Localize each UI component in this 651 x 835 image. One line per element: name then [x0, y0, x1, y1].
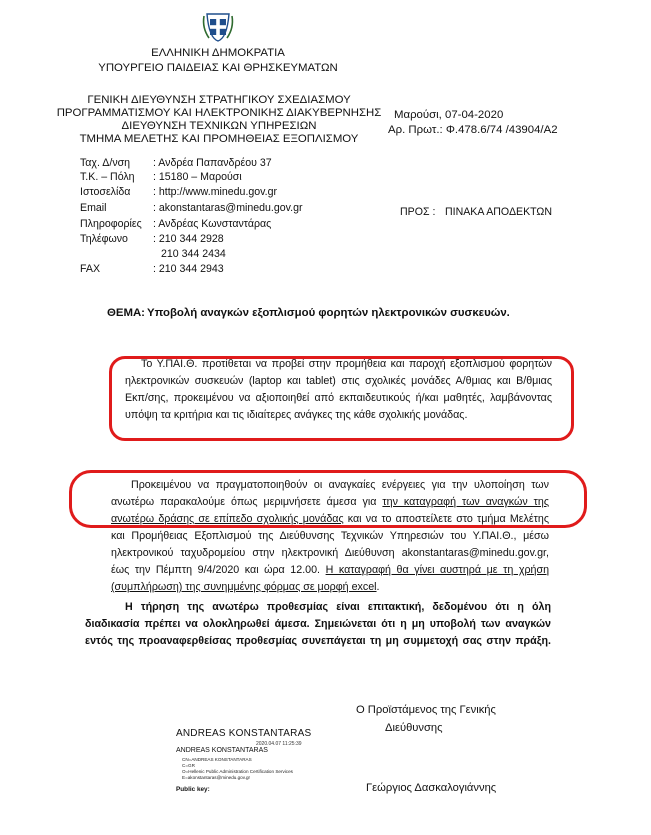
- contact-value: : 210 344 2928: [153, 233, 224, 245]
- signatory-name: Γεώργιος Δασκαλογιάννης: [366, 782, 497, 794]
- recipient-value: ΠΙΝΑΚΑ ΑΠΟΔΕΚΤΩΝ: [445, 206, 553, 218]
- paragraph-2: [111, 477, 549, 596]
- paragraph-line: ηλεκτρονικών συσκευών (laptop και tablet) στις σχολικές μονάδες Α/θμιας και Β/θμιας: [125, 375, 552, 387]
- paragraph-line: και Προμήθειας Εξοπλισμού της Διεύθυνσης Τεχνικών Υπηρεσιών του Υ.ΠΑΙ.Θ., μέσω: [111, 530, 549, 542]
- paragraph-line: ανωτέρω παρακαλούμε όπως μεριμνήσετε άμεσα για την καταγραφή των αναγκών της: [111, 496, 549, 508]
- contact-label: Ταχ. Δ/νση: [80, 157, 131, 169]
- paragraph-line: Εκπ/σης, προκειμένου να αξιοποιηθεί από εκπαιδευτικούς ή/και μαθητές, λαμβάνοντας: [125, 392, 552, 404]
- greek-emblem-icon: [201, 8, 235, 42]
- header-ministry: ΥΠΟΥΡΓΕΙΟ ΠΑΙΔΕΙΑΣ ΚΑΙ ΘΡΗΣΚΕΥΜΑΤΩΝ: [98, 62, 338, 74]
- contact-value: : 15180 – Μαρούσι: [153, 171, 242, 183]
- paragraph-line: ηλεκτρονικού ταχυδρομείου στην ηλεκτρονική Διεύθυνση akonstantaras@minedu.gov.gr,: [111, 547, 549, 559]
- dept-line-3: ΔΙΕΥΘΥΝΣΗ ΤΕΧΝΙΚΩΝ ΥΠΗΡΕΣΙΩΝ: [121, 120, 317, 132]
- contact-label: Πληροφορίες: [80, 218, 142, 230]
- dept-line-1: ΓΕΝΙΚΗ ΔΙΕΥΘΥΝΣΗ ΣΤΡΑΤΗΓΙΚΟΥ ΣΧΕΔΙΑΣΜΟΥ: [87, 94, 351, 106]
- header-republic: ΕΛΛΗΝΙΚΗ ΔΗΜΟΚΡΑΤΙΑ: [151, 47, 285, 59]
- signature-name-small: ANDREAS KONSTANTARAS: [176, 747, 268, 754]
- signature-timestamp: 2020.04.07 11:25:39: [256, 741, 302, 747]
- contact-label: Τ.Κ. – Πόλη: [80, 171, 135, 183]
- contact-value: : akonstantaras@minedu.gov.gr: [153, 202, 303, 214]
- contact-value: : 210 344 2943: [153, 263, 224, 275]
- dept-line-4: ΤΜΗΜΑ ΜΕΛΕΤΗΣ ΚΑΙ ΠΡΟΜΗΘΕΙΑΣ ΕΞΟΠΛΙΣΜΟΥ: [79, 133, 359, 145]
- paragraph-line: έως την Πέμπτη 9/4/2020 και ώρα 12.00. Η καταγραφή θα γίνει αυστηρά με τη χρήση: [111, 564, 550, 576]
- paragraph-line: ανωτέρω δράσης σε επίπεδο σχολικής μονάδας και να το αποστείλετε στο τμήμα Μελέτης: [111, 513, 549, 525]
- underlined-text: (συμπλήρωση) της συνημμένης φόρμας σε μορφή excel: [111, 581, 377, 593]
- document-date: Μαρούσι, 07-04-2020: [394, 109, 504, 121]
- dept-line-2: ΠΡΟΓΡΑΜΜΑΤΙΣΜΟΥ ΚΑΙ ΗΛΕΚΤΡΟΝΙΚΗΣ ΔΙΑΚΥΒΕΡΝΗΣΗΣ: [56, 107, 382, 119]
- paragraph-line: (συμπλήρωση) της συνημμένης φόρμας σε μορφή excel.: [111, 581, 380, 593]
- paragraph-line: διαδικασία πρέπει να ολοκληρωθεί άμεσα. Σημειώνεται ότι η μη υποβολή των αναγκών: [85, 618, 551, 630]
- paragraph-line: Προκειμένου να πραγματοποιηθούν οι αναγκαίες ενέργειες για την υλοποίηση των: [131, 479, 549, 491]
- contact-value: : http://www.minedu.gov.gr: [153, 186, 278, 198]
- signature-name-large: ANDREAS KONSTANTARAS: [176, 728, 312, 739]
- contact-label: Ιστοσελίδα: [80, 186, 131, 198]
- contact-value: : Ανδρέας Κωνσταντάρας: [153, 218, 272, 230]
- paragraph-line: Το Υ.ΠΑΙ.Θ. προτίθεται να προβεί στην προμήθεια και παροχή εξοπλισμού φορητών: [141, 358, 552, 370]
- underlined-text: ανωτέρω δράσης σε επίπεδο σχολικής μονάδας: [111, 513, 344, 525]
- contact-label: Τηλέφωνο: [80, 233, 128, 245]
- signatory-title-2: Διεύθυνσης: [385, 722, 443, 734]
- contact-label: FAX: [80, 263, 101, 275]
- protocol-number: Αρ. Πρωτ.: Φ.478.6/74 /43904/Α2: [388, 124, 558, 136]
- contact-value: 210 344 2434: [161, 248, 226, 260]
- signatory-title: Ο Προϊστάμενος της Γενικής: [356, 704, 496, 716]
- signature-dn-o: O=Hellenic Public Administration Certification Services: [182, 769, 293, 774]
- contact-label: Email: [80, 202, 107, 214]
- paragraph-line: Η τήρηση της ανωτέρω προθεσμίας είναι επιτακτική, δεδομένου ότι η όλη: [125, 601, 551, 613]
- signature-dn-cn: CN=ANDREAS KONSTANTARAS: [182, 757, 252, 762]
- recipient-label: ΠΡΟΣ :: [400, 206, 436, 218]
- paragraph-1: [125, 356, 552, 424]
- subject-label: ΘΕΜΑ:: [107, 307, 145, 319]
- paragraph-3: [85, 599, 551, 650]
- underlined-text: Η καταγραφή θα γίνει αυστηρά με τη χρήση: [325, 564, 550, 576]
- signature-public-key: Public key:: [176, 786, 210, 793]
- paragraph-line: εντός της προαναφερθείσας προθεσμίας συνεπάγεται τη μη συμμετοχή σας στην πράξη.: [85, 635, 551, 647]
- signature-dn-e: E=akonstantaras@minedu.gov.gr: [182, 775, 251, 780]
- underlined-text: την καταγραφή των αναγκών της: [382, 496, 549, 508]
- paragraph-line: υπόψη τα κριτήρια και τις ιδιαίτερες ανάγκες της κάθε σχολικής μονάδας.: [125, 409, 468, 421]
- contact-value: : Ανδρέα Παπανδρέου 37: [153, 157, 272, 169]
- signature-dn-c: C=GR: [182, 763, 195, 768]
- subject-text: Υποβολή αναγκών εξοπλισμού φορητών ηλεκτρονικών συσκευών.: [147, 307, 510, 319]
